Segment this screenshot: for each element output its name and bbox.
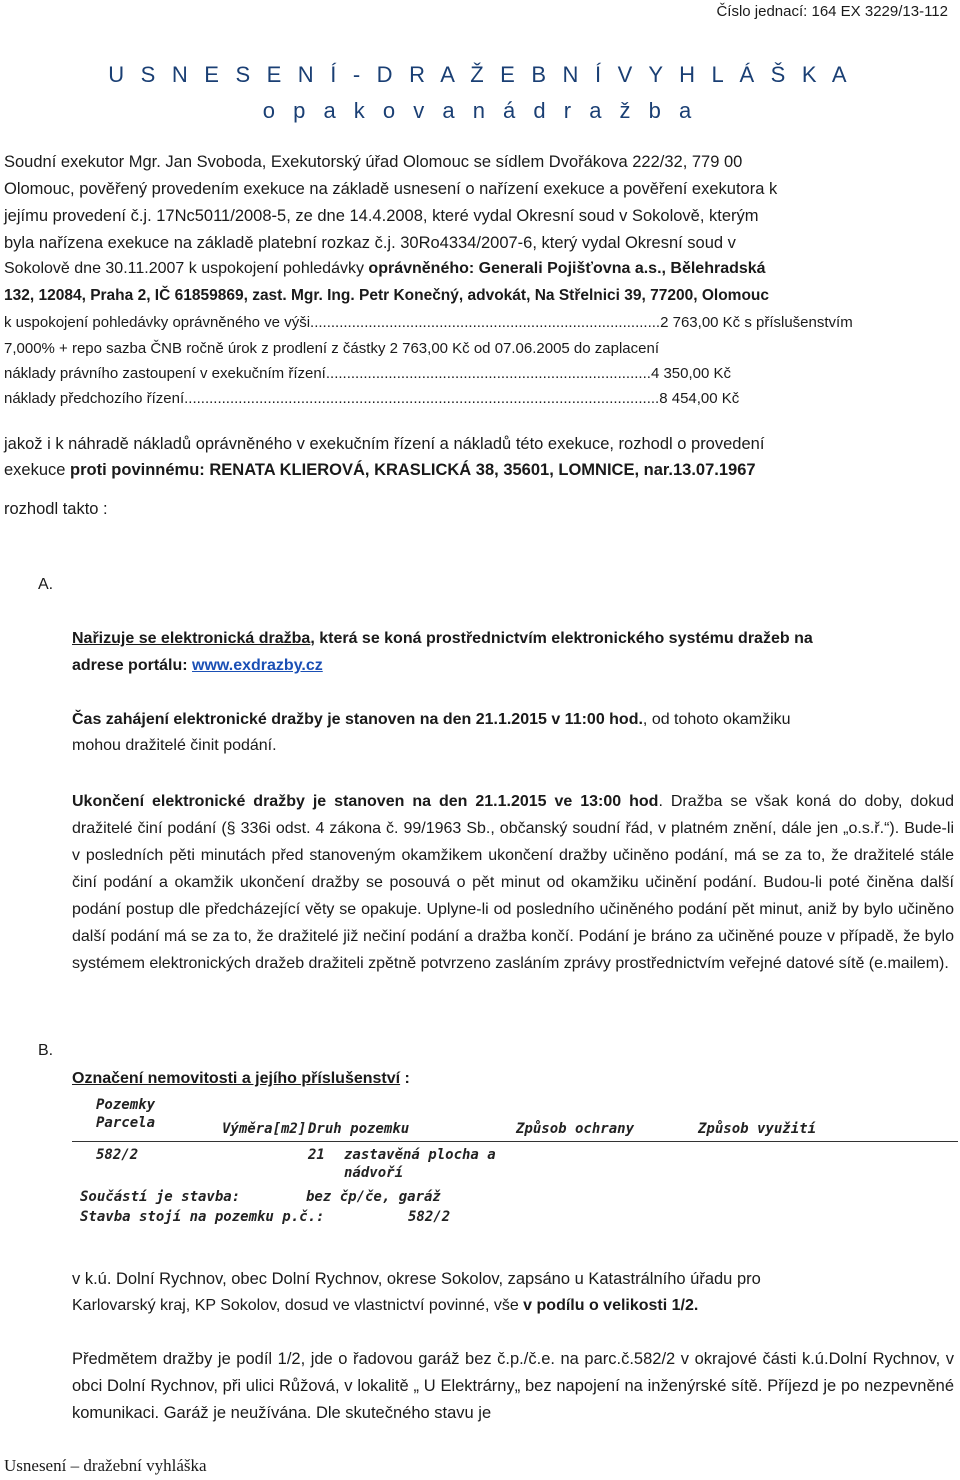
- portal-label: adrese portálu:: [72, 657, 193, 674]
- claim-interest: 7,000% + repo sazba ČNB ročně úrok z prodlení z částky 2 763,00 Kč od 07.06.2005 do zaplacení: [4, 340, 659, 357]
- claim-legal-costs-label: náklady právního zastoupení v exekučním řízení: [4, 365, 326, 382]
- section-a-p2-line1: [72, 711, 791, 729]
- intro-line-2: Olomouc, pověřený provedením exekuce na základě usnesení o nařízení exekuce a pověření exekutora k: [4, 180, 778, 198]
- costs-line-1: jakož i k náhradě nákladů oprávněného v exekučním řízení a nákladů této exekuce, rozhodl o provedení: [4, 435, 765, 453]
- claim-principal: [4, 314, 853, 331]
- col-parcela: Parcela: [96, 1115, 156, 1131]
- intro-line-5: [4, 260, 766, 278]
- table-rule: [72, 1141, 958, 1142]
- subject-description: Předmětem dražby je podíl 1/2, jde o řadovou garáž bez č.p./č.e. na parc.č.582/2 v okrajové části k.ú.Dolní Rychnov, v obci Dolní Rychnov, při ulici Růžová, v lokalitě „ U Elektrárny„ bez napojení na inženýrské sítě. Příjezd je po nezpevněné komunikaci. Garáž je neužívána. Dle skutečného stavu je: [72, 1350, 954, 1422]
- creditor: oprávněného: Generali Pojišťovna a.s., Bělehradská: [368, 260, 766, 277]
- case-number: Číslo jednací: 164 EX 3229/13-112: [716, 3, 948, 20]
- col-vymera: Výměra[m2]: [222, 1121, 307, 1137]
- property-heading: [72, 1070, 410, 1088]
- start-time-rest: , od tohoto okamžiku: [642, 711, 791, 728]
- stavba-label: Stavba stojí na pozemku p.č.:: [80, 1209, 325, 1225]
- claim-legal-costs-value: 4 350,00 Kč: [650, 365, 731, 382]
- stavba-value: 582/2: [408, 1209, 451, 1225]
- claim-previous-costs-label: náklady předchozího řízení: [4, 390, 185, 407]
- portal-link[interactable]: www.exdrazby.cz: [192, 657, 323, 674]
- start-time: Čas zahájení elektronické dražby je stanoven na den 21.1.2015 v 11:00 hod.: [72, 711, 643, 728]
- property-table: [72, 1097, 960, 1230]
- claim-principal-value: 2 763,00 Kč s příslušenstvím: [660, 314, 853, 331]
- section-a-p2-line2: mohou dražitelé činit podání.: [72, 737, 277, 754]
- intro-line-3: jejímu provedení č.j. 17Nc5011/2008-5, ze dne 14.4.2008, které vydal Okresní soud v Sokolově, kterým: [4, 207, 759, 225]
- section-a-marker: A.: [38, 576, 54, 593]
- costs-line-2: [4, 461, 756, 480]
- document-title: U S N E S E N Í - D R A Ž E B N Í V Y H L Á Š K A: [108, 62, 852, 87]
- cadastre-line-1: v k.ú. Dolní Rychnov, obec Dolní Rychnov, okrese Sokolov, zapsáno u Katastrálního úřadu pro: [72, 1270, 761, 1288]
- intro-line-1: Soudní exekutor Mgr. Jan Svoboda, Exekutorský úřad Olomouc se sídlem Dvořákova 222/32, 779 00: [4, 153, 743, 171]
- claim-previous-costs-dots: ..................................................................................................................: [184, 390, 660, 407]
- costs-line-2-text: exekuce: [4, 461, 71, 479]
- row-druh-1: zastavěná plocha a: [344, 1147, 496, 1163]
- document-subtitle: o p a k o v a n á d r a ž b a: [262, 98, 698, 123]
- auction-order-rest: , která se koná prostřednictvím elektronického systému dražeb na: [310, 630, 813, 647]
- section-b-marker: B.: [38, 1042, 54, 1059]
- row-vymera: 21: [308, 1147, 325, 1163]
- col-druh: Druh pozemku: [308, 1121, 410, 1137]
- decided-heading: rozhodl takto :: [4, 500, 108, 518]
- cadastre-line-2: [72, 1297, 698, 1315]
- claim-legal-costs: [4, 365, 731, 382]
- footer: Usnesení – dražební vyhláška: [4, 1456, 207, 1475]
- claim-principal-dots: ....................................................................................: [310, 314, 661, 331]
- end-time: Ukončení elektronické dražby je stanoven na den 21.1.2015 ve 13:00 hod: [72, 793, 659, 810]
- property-heading-rest: :: [400, 1070, 410, 1087]
- intro-line-5-text: Sokolově dne 30.11.2007 k uspokojení pohledávky: [4, 260, 369, 277]
- claim-principal-label: k uspokojení pohledávky oprávněného ve výši: [4, 314, 311, 331]
- claim-previous-costs: [4, 390, 739, 407]
- claim-legal-costs-dots: ..............................................................................: [325, 365, 651, 382]
- section-a-p1-line2: [72, 657, 323, 675]
- intro-line-4: byla nařízena exekuce na základě platební rozkaz č.j. 30Ro4334/2007-6, který vydal Okresní soud v: [4, 234, 736, 252]
- end-time-rest: . Dražba se však koná do doby, dokud dražitelé činí podání (§ 336i odst. 4 zákona č. 99/1963 Sb., občanský soudní řád, v platném znění, dále jen „o.s.ř.“). Bude-li v posledních pěti minutách před stanoveným okamžikem ukončení dražby učiněno podání, má se za to, že dražitelé stále činí podání a okamžik ukončení dražby se posouvá o pět minut od okamžiku učinění podání. Budou-li poté činěna další podání postup dle předcházející věty se opakuje. Uplyne-li od posledního učiněného podání pět minut, aniž by bylo učiněno další podání má se za to, že dražitelé již nečiní podání a dražba končí. Podání je bráno za učiněné pouze v případě, že bylo systémem elektronických dražeb dražiteli zpětně potvrzeno zasláním zprávy prostřednictvím veřejné datové sítě (e.mailem).: [72, 793, 955, 972]
- property-heading-title: Označení nemovitosti a jejího příslušenství: [72, 1070, 401, 1087]
- row-parcela: 582/2: [96, 1147, 139, 1163]
- section-a-p3: [72, 788, 954, 977]
- claim-previous-costs-value: 8 454,00 Kč: [659, 390, 740, 407]
- share-size: v podílu o velikosti 1/2.: [523, 1297, 699, 1314]
- creditor-address: 132, 12084, Praha 2, IČ 61859869, zast. Mgr. Ing. Petr Konečný, advokát, Na Střelnici 39, 77200, Olomouc: [4, 287, 770, 304]
- table-group-label: Pozemky: [96, 1097, 156, 1113]
- soucast-value: bez čp/če, garáž: [306, 1189, 441, 1205]
- section-a-p1-line1: [72, 630, 813, 648]
- auction-order: Nařizuje se elektronická dražba: [72, 630, 311, 647]
- row-druh-2: nádvoří: [344, 1165, 404, 1181]
- col-zpusob-vyuziti: Způsob využití: [698, 1121, 817, 1137]
- soucast-label: Součástí je stavba:: [80, 1189, 241, 1205]
- debtor: proti povinnému: RENATA KLIEROVÁ, KRASLICKÁ 38, 35601, LOMNICE, nar.13.07.1967: [70, 461, 756, 479]
- col-zpusob-ochrany: Způsob ochrany: [516, 1121, 635, 1137]
- cadastre-line-2-text: Karlovarský kraj, KP Sokolov, dosud ve vlastnictví povinné, vše: [72, 1297, 524, 1314]
